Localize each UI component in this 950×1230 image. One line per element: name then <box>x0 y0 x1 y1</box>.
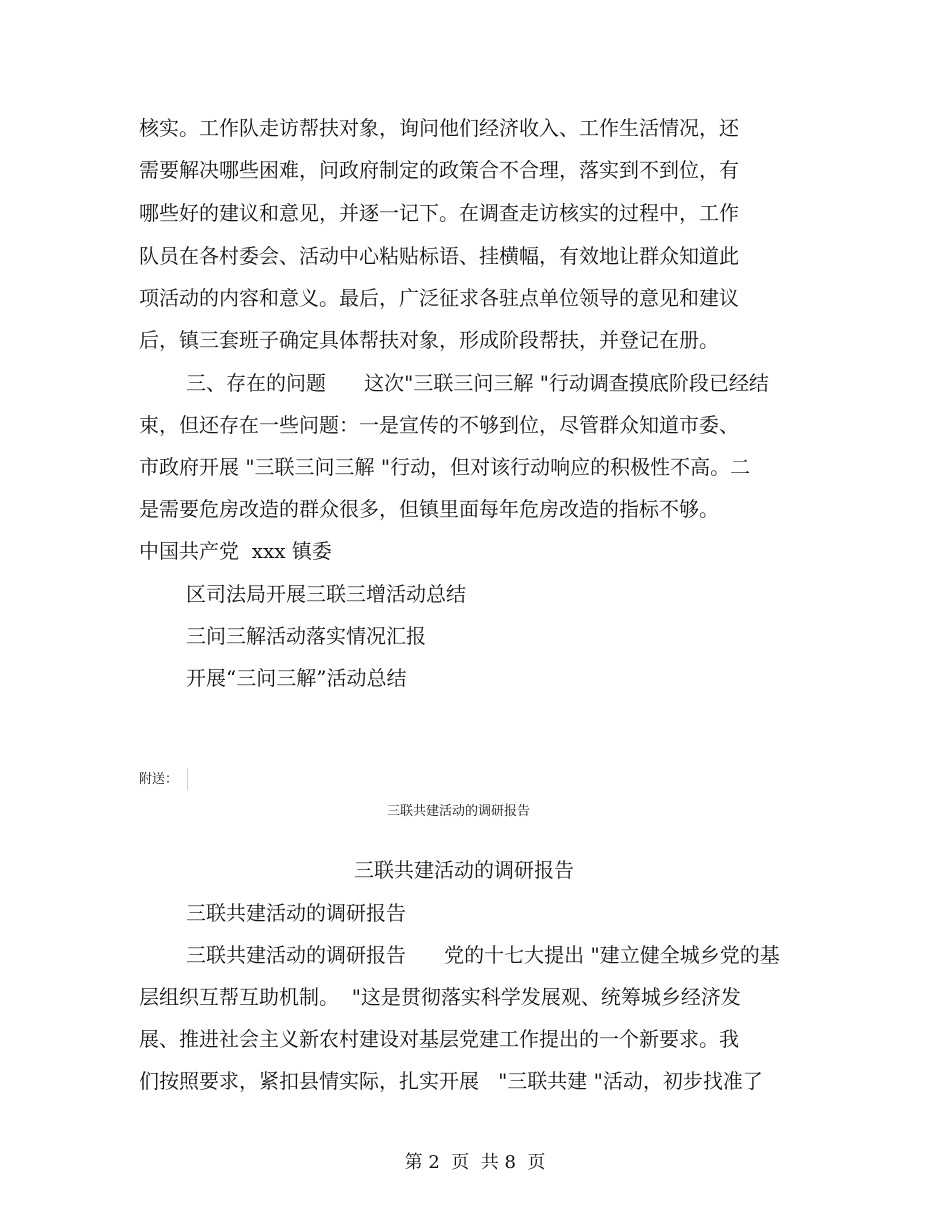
body-line: 需要解决哪些困难，问政府制定的政策合不合理，落实到不到位，有 <box>139 158 739 182</box>
attachment-label: 附送： <box>139 772 179 787</box>
body-line: 市政府开展 "三联三问三解 "行动，但对该行动响应的积极性不高。二 <box>139 455 751 479</box>
attachment-divider <box>187 768 188 790</box>
attachment-title: 三联共建活动的调研报告 <box>354 858 574 882</box>
attachment-line: 三联共建活动的调研报告 <box>186 901 406 925</box>
body-line: 是需要危房改造的群众很多，但镇里面每年危房改造的指标不够。 <box>139 497 719 521</box>
attachment-line: 们按照要求，紧扣县情实际，扎实开展 "三联共建 "活动，初步找准了 <box>139 1069 763 1093</box>
body-line: 队员在各村委会、活动中心粘贴标语、挂横幅，有效地让群众知道此 <box>139 244 739 268</box>
body-line: 束，但还存在一些问题：一是宣传的不够到位，尽管群众知道市委、 <box>139 413 739 437</box>
section-heading-line: 三、存在的问题 这次"三联三问三解 "行动调查摸底阶段已经结 <box>186 371 769 395</box>
related-link[interactable]: 开展“三问三解”活动总结 <box>186 666 407 690</box>
attachment-line: 三联共建活动的调研报告 党的十七大提出 "建立健全城乡党的基 <box>186 943 780 967</box>
related-link[interactable]: 三问三解活动落实情况汇报 <box>186 624 426 648</box>
body-line: 后，镇三套班子确定具体帮扶对象，形成阶段帮扶，并登记在册。 <box>139 328 719 352</box>
page-footer: 第 2 页 共 8 页 <box>404 1152 546 1173</box>
attachment-line: 层组织互帮互助机制。 "这是贯彻落实科学发展观、统筹城乡经济发 <box>139 985 741 1009</box>
signature-line: 中国共产党 xxx 镇委 <box>139 539 332 563</box>
body-line: 核实。工作队走访帮扶对象，询问他们经济收入、工作生活情况，还 <box>139 116 739 140</box>
body-line: 哪些好的建议和意见，并逐一记下。在调查走访核实的过程中，工作 <box>139 201 739 225</box>
attachment-small-title: 三联共建活动的调研报告 <box>387 804 531 819</box>
attachment-line: 展、推进社会主义新农村建设对基层党建工作提出的一个新要求。我 <box>139 1027 739 1051</box>
related-link[interactable]: 区司法局开展三联三增活动总结 <box>186 582 466 606</box>
body-line: 项活动的内容和意义。最后，广泛征求各驻点单位领导的意见和建议 <box>139 286 739 310</box>
